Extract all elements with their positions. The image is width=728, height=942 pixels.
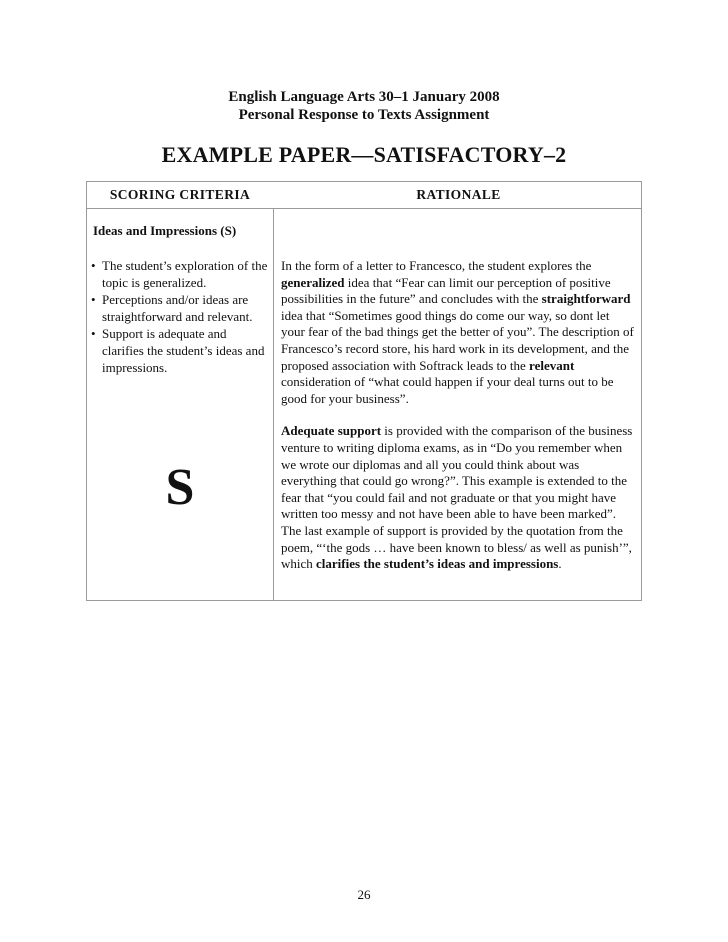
rationale-header: RATIONALE — [416, 187, 501, 202]
column-divider — [273, 182, 274, 600]
page-number: 26 — [357, 887, 371, 902]
score-letter: S — [165, 459, 195, 516]
scoring-criteria-header: SCORING CRITERIA — [109, 187, 251, 202]
assignment-title: Personal Response to Texts Assignment — [238, 107, 490, 123]
rationale-text — [281, 258, 635, 589]
bullet-icon: • — [91, 292, 96, 308]
criteria-section-title: Ideas and Impressions (S) — [93, 223, 237, 238]
table-header-row — [87, 182, 641, 209]
rationale-paragraph-2: Adequate support is provided with the comparison of the business venture to writing diploma exams, as in “Do you remember when we wrote our diplomas and all you could think about was everything that could go wrong?”. This example is extended to the fear that “you could fail and not graduate or that you might have written too messy and not have been able to have been marked”. The last example of support is provided by the quotation from the poem, “‘the gods … have been known to bless/ as well as punish’”, which clarifies the student’s ideas and impressions. — [281, 423, 633, 572]
bullet-icon: • — [91, 326, 96, 342]
criteria-item: • Support is adequate and clarifies the student’s ideas and impressions. — [91, 326, 265, 375]
page-title: EXAMPLE PAPER—SATISFACTORY–2 — [161, 142, 567, 167]
exam-title: English Language Arts 30–1 January 2008 — [228, 89, 500, 105]
rationale-paragraph-1: In the form of a letter to Francesco, the student explores the generalized idea that “Fear can limit our perception of positive possibilities in the future” and concludes with the straightforward idea that “Sometimes good things do come our way, so dont let your fear of the bad things get the better of you”. The description of Francesco’s record store, his hard work in its development, and the proposed association with Softrack leads to the relevant consideration of “what could happen if your deal turns out to be good for your business”. — [281, 258, 634, 406]
criteria-list — [91, 258, 269, 377]
scoring-table — [86, 181, 642, 601]
criteria-item: • Perceptions and/or ideas are straightforward and relevant. — [91, 292, 253, 324]
criteria-item: • The student’s exploration of the topic is generalized. — [91, 258, 268, 290]
document-header — [0, 88, 728, 124]
bullet-icon: • — [91, 258, 96, 273]
